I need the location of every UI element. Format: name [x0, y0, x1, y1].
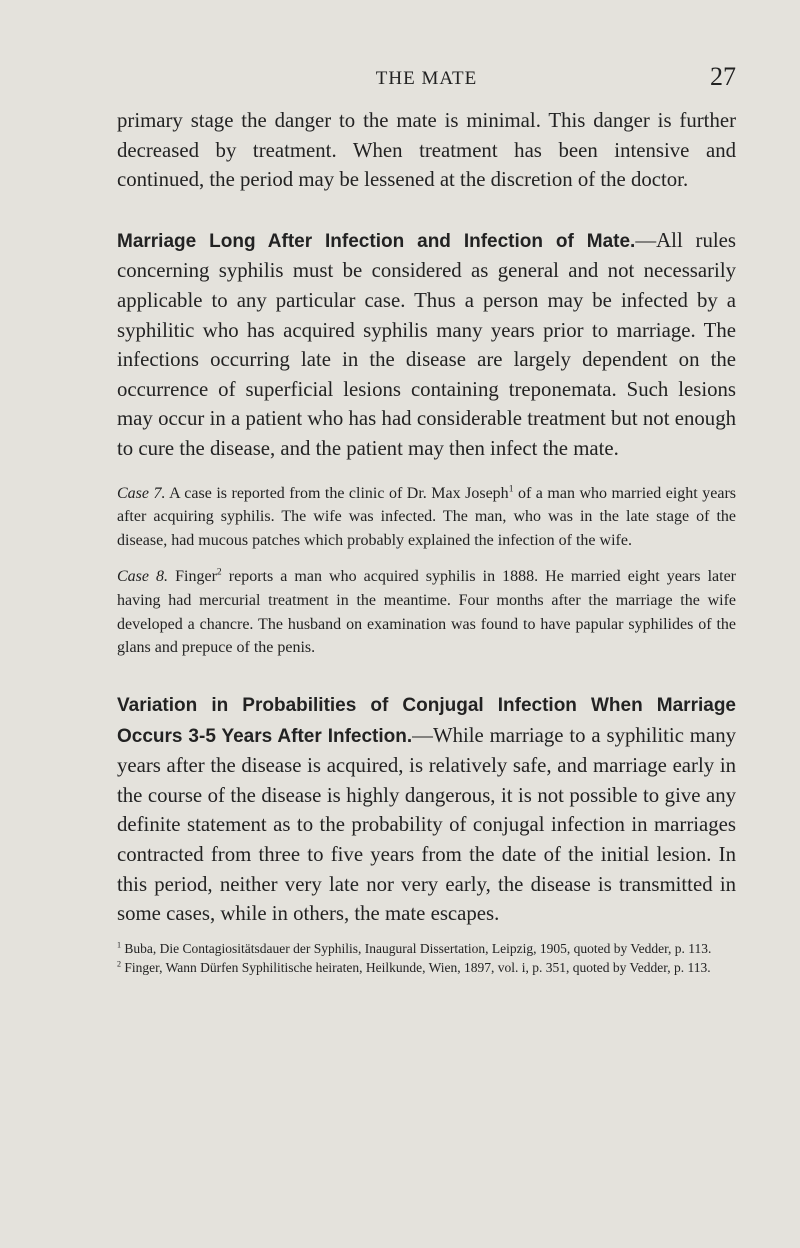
- running-head: [117, 62, 736, 94]
- case-text-continued: reports a man who acquired syphilis in 1888. He married eight years later having had mercurial treatment in the meantime. Four months after the marriage the wife developed a chancre. The husband on examination was found to have papular syphilides of the glans and prepuce of the penis.: [117, 567, 736, 657]
- footnote-number: 1: [117, 940, 122, 950]
- footnote-ref: 2: [216, 566, 222, 578]
- footnotes: [117, 939, 736, 978]
- section-heading: Marriage Long After Infection and Infection of Mate.: [117, 230, 636, 252]
- case-text: Finger: [168, 567, 217, 585]
- case-8: [117, 565, 736, 660]
- section-heading: Variation in Probabilities of Conjugal Infection When Marriage Occurs 3-5 Years After Infection.: [117, 695, 736, 747]
- case-text: A case is reported from the clinic of Dr. Max Joseph: [165, 484, 509, 502]
- body-text: [117, 106, 736, 978]
- section-text: —All rules concerning syphilis must be considered as general and not necessarily applicable to any particular case. Thus a person may be infected by a syphilitic who has acquired syphilis many years prior to marriage. The infections occurring late in the disease are largely dependent on the occurrence of superficial lesions containing treponemata. Such lesions may occur in a patient who has had considerable treatment but not enough to cure the disease, and the patient may then infect the mate.: [117, 228, 736, 460]
- section-variation-in-probabilities: [117, 690, 736, 929]
- footnote-text: Finger, Wann Dürfen Syphilitische heiraten, Heilkunde, Wien, 1897, vol. i, p. 351, quoted by Vedder, p. 113.: [121, 960, 711, 976]
- page-number: 27: [710, 62, 736, 91]
- case-text-continued: of a man who married eight years after acquiring syphilis. The wife was infected. The man, who was in the late stage of the disease, had mucous patches which probably explained the infection of the wife.: [117, 484, 737, 550]
- running-title: THE MATE: [375, 68, 478, 89]
- case-label: Case 8.: [117, 567, 169, 585]
- paragraph-1: primary stage the danger to the mate is minimal. This danger is further decreased by treatment. When treatment has been intensive and continued, the period may be lessened at the discretion of the doctor.: [117, 109, 736, 192]
- footnote-ref: 1: [508, 483, 514, 495]
- case-label: Case 7.: [117, 484, 166, 502]
- footnote-2: [117, 958, 736, 977]
- footnote-text: Buba, Die Contagiositätsdauer der Syphilis, Inaugural Dissertation, Leipzig, 1905, quoted by Vedder, p. 113.: [121, 940, 712, 956]
- footnote-1: [117, 939, 736, 958]
- case-7: [117, 482, 736, 553]
- section-text: —While marriage to a syphilitic many years after the disease is acquired, is relatively safe, and marriage early in the course of the disease is highly dangerous, it is not possible to give any definite statement as to the probability of conjugal infection in marriages contracted from three to five years from the date of the initial lesion. In this period, neither very late nor very early, the disease is transmitted in some cases, while in others, the mate escapes.: [117, 723, 736, 926]
- footnote-number: 2: [117, 959, 122, 969]
- section-marriage-long-after-infection: [117, 226, 736, 464]
